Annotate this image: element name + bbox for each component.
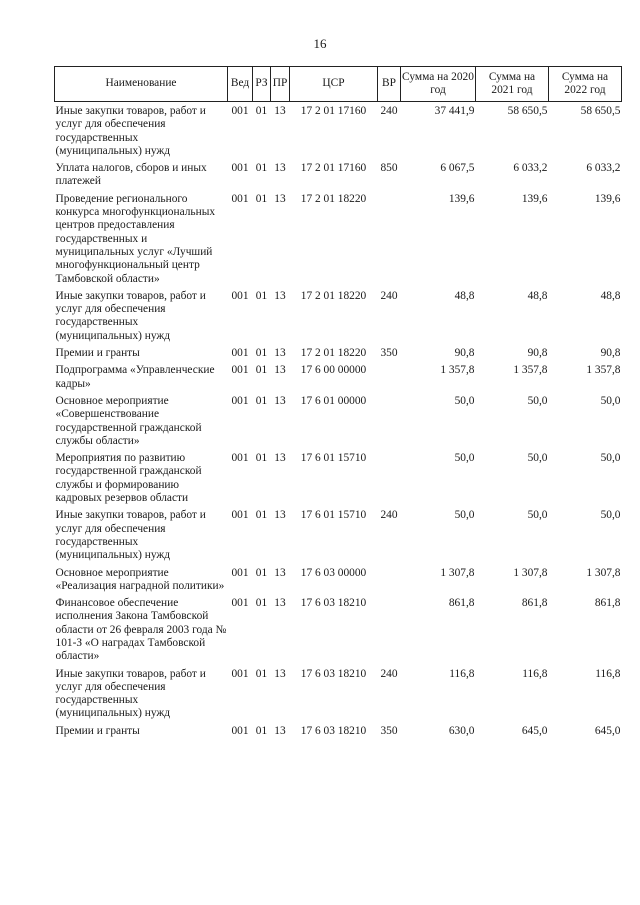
row-sum-2021: 58 650,5 xyxy=(507,105,548,117)
row-sum-2020: 50,0 xyxy=(454,509,475,522)
row-csr: 17 6 01 15710 xyxy=(300,452,367,465)
row-name: Уплата налогов, сборов и иных платежей xyxy=(55,162,207,188)
row-ved: 001 xyxy=(231,162,249,175)
table-row xyxy=(55,721,622,738)
row-name: Премии и гранты xyxy=(55,724,140,737)
row-sum-2022: 90,8 xyxy=(600,347,621,360)
table-row xyxy=(55,189,622,286)
row-rz: 01 xyxy=(255,394,268,407)
row-sum-2022: 116,8 xyxy=(595,667,621,680)
row-sum-2022: 1 357,8 xyxy=(586,364,621,377)
table-row xyxy=(55,286,622,343)
row-csr: 17 6 00 00000 xyxy=(300,364,367,377)
row-name: Иные закупки товаров, работ и услуг для обеспечения государственных (муниципальных) нужд xyxy=(55,289,206,342)
row-vr: 850 xyxy=(380,162,398,175)
row-rz: 01 xyxy=(255,597,268,610)
row-sum-2022: 58 650,5 xyxy=(580,105,621,117)
row-pr: 13 xyxy=(274,192,286,205)
row-csr: 17 6 03 00000 xyxy=(300,566,367,579)
row-csr: 17 6 01 00000 xyxy=(300,394,367,407)
row-pr: 13 xyxy=(274,597,286,610)
row-pr: 13 xyxy=(274,289,286,302)
row-sum-2021: 861,8 xyxy=(521,597,548,610)
row-sum-2022: 139,6 xyxy=(594,192,621,205)
row-sum-2021: 50,0 xyxy=(527,452,548,465)
table-row xyxy=(55,593,622,663)
row-pr: 13 xyxy=(274,667,286,680)
row-sum-2021: 6 033,2 xyxy=(513,162,548,175)
row-pr: 13 xyxy=(274,452,286,465)
row-vr xyxy=(378,391,401,448)
row-vr xyxy=(378,563,401,594)
row-sum-2020: 1 307,8 xyxy=(440,566,475,579)
row-name: Основное мероприятие «Совершенствование государственной гражданской службы области» xyxy=(55,394,202,447)
row-vr: 240 xyxy=(380,289,398,302)
header-rz: РЗ xyxy=(253,67,271,102)
row-csr: 17 6 01 15710 xyxy=(300,509,367,522)
table-row xyxy=(55,664,622,721)
row-sum-2021: 116,8 xyxy=(522,667,548,680)
row-rz: 01 xyxy=(255,347,268,360)
row-sum-2020: 630,0 xyxy=(448,724,475,737)
table-row xyxy=(55,102,622,159)
row-name: Проведение регионального конкурса многофункциональных центров предоставления государственных и муниципальных услуг «Лучший многофункциональный центр Тамбовской области» xyxy=(55,192,216,285)
row-rz: 01 xyxy=(255,724,268,737)
header-sum-2022: Сумма на 2022 год xyxy=(549,67,622,102)
row-vr: 350 xyxy=(380,724,398,737)
row-ved: 001 xyxy=(231,192,249,205)
table-row xyxy=(55,158,622,189)
row-sum-2022: 50,0 xyxy=(600,509,621,522)
row-sum-2021: 50,0 xyxy=(527,509,548,522)
row-csr: 17 6 03 18210 xyxy=(300,597,367,610)
row-sum-2021: 1 307,8 xyxy=(513,566,548,579)
row-sum-2020: 48,8 xyxy=(454,289,475,302)
row-sum-2020: 37 441,9 xyxy=(434,105,475,117)
row-ved: 001 xyxy=(231,394,249,407)
row-sum-2020: 861,8 xyxy=(448,597,475,610)
table-row xyxy=(55,563,622,594)
table-row xyxy=(55,448,622,505)
row-pr: 13 xyxy=(274,566,286,579)
header-sum-2021: Сумма на 2021 год xyxy=(476,67,549,102)
row-rz: 01 xyxy=(255,509,268,522)
page-number: 16 xyxy=(313,36,327,51)
row-csr: 17 2 01 18220 xyxy=(300,192,367,205)
row-rz: 01 xyxy=(255,105,268,117)
row-sum-2020: 50,0 xyxy=(454,452,475,465)
row-sum-2022: 1 307,8 xyxy=(586,566,621,579)
header-sum-2020: Сумма на 2020 год xyxy=(401,67,476,102)
row-ved: 001 xyxy=(231,667,249,680)
row-name: Иные закупки товаров, работ и услуг для обеспечения государственных (муниципальных) нужд xyxy=(55,105,206,157)
row-sum-2020: 1 357,8 xyxy=(440,364,475,377)
row-name: Финансовое обеспечение исполнения Закона Тамбовской области от 26 февраля 2003 года № 101-З «О наградах Тамбовской области» xyxy=(55,597,227,663)
header-csr: ЦСР xyxy=(290,67,378,102)
row-name: Основное мероприятие «Реализация наградной политики» xyxy=(55,566,225,592)
row-name: Иные закупки товаров, работ и услуг для обеспечения государственных (муниципальных) нужд xyxy=(55,667,206,720)
row-pr: 13 xyxy=(274,724,286,737)
row-sum-2020: 116,8 xyxy=(449,667,475,680)
row-ved: 001 xyxy=(231,597,249,610)
row-ved: 001 xyxy=(231,289,249,302)
row-sum-2021: 90,8 xyxy=(527,347,548,360)
row-rz: 01 xyxy=(255,192,268,205)
row-ved: 001 xyxy=(231,724,249,737)
row-rz: 01 xyxy=(255,566,268,579)
table-row xyxy=(55,343,622,360)
header-pr: ПР xyxy=(271,67,290,102)
row-pr: 13 xyxy=(274,347,286,360)
row-rz: 01 xyxy=(255,162,268,175)
header-name: Наименование xyxy=(55,67,228,102)
row-ved: 001 xyxy=(231,509,249,522)
row-name: Мероприятия по развитию государственной гражданской службы и формированию кадровых резервов области xyxy=(55,452,202,505)
row-name: Иные закупки товаров, работ и услуг для обеспечения государственных (муниципальных) нужд xyxy=(55,509,206,562)
row-pr: 13 xyxy=(274,364,286,377)
row-sum-2020: 90,8 xyxy=(454,347,475,360)
row-sum-2020: 139,6 xyxy=(448,192,475,205)
row-rz: 01 xyxy=(255,452,268,465)
table-body xyxy=(55,102,622,739)
row-pr: 13 xyxy=(274,394,286,407)
row-ved: 001 xyxy=(231,364,249,377)
table-row xyxy=(55,505,622,562)
row-vr: 240 xyxy=(380,667,398,680)
row-sum-2021: 645,0 xyxy=(521,724,548,737)
row-csr: 17 2 01 18220 xyxy=(300,289,367,302)
row-sum-2020: 6 067,5 xyxy=(440,162,475,175)
row-pr: 13 xyxy=(274,105,286,117)
row-sum-2021: 1 357,8 xyxy=(513,364,548,377)
row-sum-2022: 50,0 xyxy=(600,452,621,465)
row-csr: 17 6 03 18210 xyxy=(300,724,367,737)
row-ved: 001 xyxy=(231,452,249,465)
row-pr: 13 xyxy=(274,509,286,522)
row-rz: 01 xyxy=(255,289,268,302)
header-vr: ВР xyxy=(378,67,401,102)
row-sum-2021: 50,0 xyxy=(527,394,548,407)
table-header xyxy=(55,67,622,102)
row-sum-2022: 6 033,2 xyxy=(586,162,621,175)
row-sum-2022: 50,0 xyxy=(600,394,621,407)
row-rz: 01 xyxy=(255,667,268,680)
row-sum-2021: 48,8 xyxy=(527,289,548,302)
table-row xyxy=(55,391,622,448)
row-pr: 13 xyxy=(274,162,286,175)
row-vr xyxy=(378,448,401,505)
row-sum-2020: 50,0 xyxy=(454,394,475,407)
row-vr xyxy=(378,189,401,286)
row-sum-2022: 48,8 xyxy=(600,289,621,302)
row-sum-2022: 645,0 xyxy=(594,724,621,737)
row-vr xyxy=(378,593,401,663)
row-ved: 001 xyxy=(231,347,249,360)
row-ved: 001 xyxy=(231,105,249,117)
budget-table xyxy=(54,66,622,738)
row-csr: 17 6 03 18210 xyxy=(300,667,367,680)
row-ved: 001 xyxy=(231,566,249,579)
row-name: Подпрограмма «Управленческие кадры» xyxy=(55,364,215,390)
row-csr: 17 2 01 17160 xyxy=(300,162,367,175)
row-csr: 17 2 01 17160 xyxy=(300,105,367,117)
header-ved: Вед xyxy=(228,67,253,102)
row-sum-2022: 861,8 xyxy=(594,597,621,610)
row-vr xyxy=(378,360,401,391)
row-vr: 240 xyxy=(380,509,398,522)
row-rz: 01 xyxy=(255,364,268,377)
row-sum-2021: 139,6 xyxy=(521,192,548,205)
row-vr: 240 xyxy=(380,105,398,117)
row-name: Премии и гранты xyxy=(55,347,140,360)
table-row xyxy=(55,360,622,391)
row-vr: 350 xyxy=(380,347,398,360)
row-csr: 17 2 01 18220 xyxy=(300,347,367,360)
